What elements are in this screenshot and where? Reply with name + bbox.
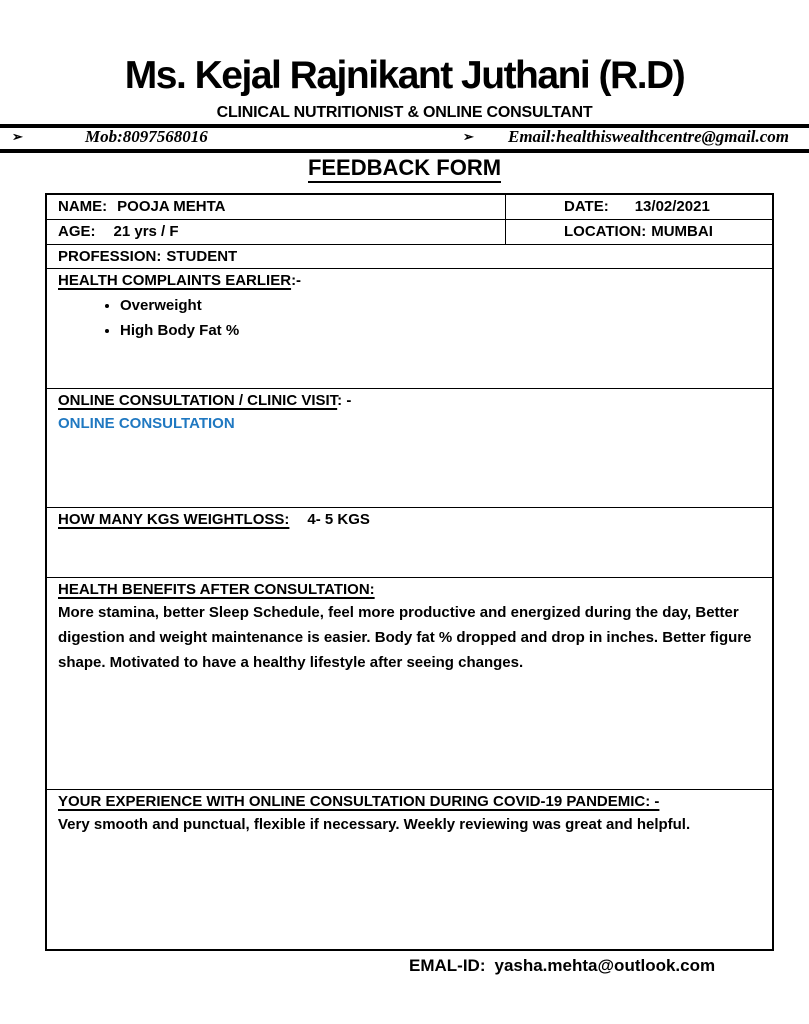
profession-label: PROFESSION:: [58, 248, 162, 265]
page-subtitle: CLINICAL NUTRITIONIST & ONLINE CONSULTANT: [216, 104, 593, 121]
weightloss-answer: 4- 5 KGS: [307, 511, 370, 528]
date-value: 13/02/2021: [634, 198, 710, 215]
row-weightloss: [47, 508, 772, 578]
covid-experience-heading: YOUR EXPERIENCE WITH ONLINE CONSULTATION DURING COVID-19 PANDEMIC: -: [58, 793, 660, 810]
row-health-benefits: [47, 578, 772, 790]
footer-email: [409, 956, 715, 976]
mobile-number: Mob:8097568016: [85, 127, 208, 146]
row-health-complaints: [47, 269, 772, 389]
profession-value: STUDENT: [166, 248, 238, 265]
health-benefits-heading: HEALTH BENEFITS AFTER CONSULTATION:: [58, 581, 375, 598]
location-label: LOCATION:: [564, 223, 647, 240]
consultation-type-section: [47, 389, 772, 432]
row-consultation-type: [47, 389, 772, 508]
page-title: Ms. Kejal Rajnikant Juthani (R.D): [124, 54, 685, 97]
consultation-suffix: : -: [337, 392, 352, 409]
location-field: [506, 220, 772, 244]
covid-experience-body: Very smooth and punctual, flexible if necessary. Weekly reviewing was great and helpful.: [58, 816, 691, 833]
weightloss-heading: HOW MANY KGS WEIGHTLOSS:: [58, 511, 290, 528]
arrow-bullet-icon: ➢: [463, 129, 474, 144]
age-field: [47, 220, 506, 244]
health-complaints-section: [47, 269, 772, 343]
profession-field: [47, 245, 772, 265]
name-label: NAME:: [58, 198, 108, 215]
age-label: AGE:: [58, 223, 96, 240]
health-complaints-heading: HEALTH COMPLAINTS EARLIER: [58, 272, 292, 289]
row-age-location: [47, 220, 772, 245]
contact-row: [0, 127, 809, 149]
form-title: FEEDBACK FORM: [0, 155, 809, 181]
health-complaints-suffix: :-: [291, 272, 302, 289]
name-field: [47, 195, 506, 219]
health-complaints-list: [58, 293, 762, 343]
date-label: DATE:: [564, 198, 609, 215]
name-value: POOJA MEHTA: [117, 198, 226, 215]
covid-experience-section: [47, 790, 772, 837]
contact-email: Email:healthiswealthcentre@gmail.com: [508, 127, 789, 146]
footer-email-label: EMAL-ID:: [409, 956, 486, 975]
date-field: [506, 195, 772, 219]
list-item: • High Body Fat %: [120, 318, 762, 343]
consultation-heading: ONLINE CONSULTATION / CLINIC VISIT: [58, 392, 338, 409]
consultation-answer: ONLINE CONSULTATION: [58, 415, 235, 432]
arrow-bullet-icon: ➢: [12, 129, 23, 144]
feedback-table: [45, 193, 774, 951]
list-item: • Overweight: [120, 293, 762, 318]
weightloss-section: [47, 508, 772, 528]
footer-email-value: yasha.mehta@outlook.com: [494, 956, 716, 975]
age-value: 21 yrs / F: [113, 223, 179, 240]
location-value: MUMBAI: [651, 223, 713, 240]
row-name-date: [47, 195, 772, 220]
row-profession: [47, 245, 772, 269]
health-benefits-body: More stamina, better Sleep Schedule, feel more productive and energized during the day, Better digestion and weight maintenance is easier. Body fat % dropped and drop in inches. Better figure shape. Motivated to have a healthy lifestyle after seeing changes.: [58, 604, 752, 671]
row-covid-experience: [47, 790, 772, 949]
divider-bottom: [0, 149, 809, 153]
health-benefits-section: [47, 578, 772, 675]
